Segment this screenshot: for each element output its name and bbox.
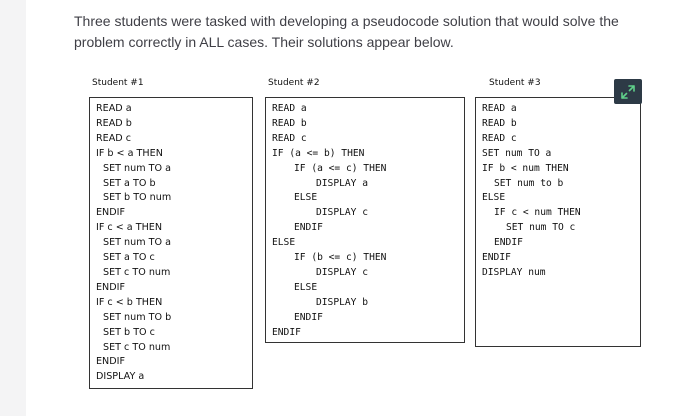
student-3-title: Student #3 <box>489 78 541 88</box>
code-line: SET num TO a <box>103 237 171 249</box>
code-line: IF c < b THEN <box>96 296 163 308</box>
code-line: READ c <box>96 132 132 144</box>
intro-line-1: Three students were tasked with developing a pseudocode solution that would solve the <box>74 13 619 29</box>
student-2-title: Student #2 <box>268 78 320 88</box>
expand-image-button[interactable] <box>614 79 642 104</box>
code-line: READ c <box>272 132 307 144</box>
code-line: IF c < a THEN <box>96 222 163 234</box>
code-line: READ b <box>482 117 517 129</box>
code-line: SET a TO b <box>103 177 156 189</box>
code-line: IF b < num THEN <box>482 162 569 174</box>
code-line: ENDIF <box>494 237 523 249</box>
code-line: SET num TO b <box>103 311 172 323</box>
code-line: SET a TO c <box>103 252 155 264</box>
code-line: ENDIF <box>96 281 125 293</box>
code-line: READ a <box>272 103 307 114</box>
code-line: SET num TO a <box>103 162 171 174</box>
code-line: ENDIF <box>96 207 125 219</box>
code-line: DISPLAY num <box>482 266 546 278</box>
student-1-title: Student #1 <box>92 78 144 88</box>
code-line: IF (a <= c) THEN <box>294 162 387 174</box>
code-line: SET num TO a <box>482 147 552 159</box>
code-line: DISPLAY a <box>316 177 368 189</box>
code-line: IF b < a THEN <box>96 147 163 159</box>
code-line: IF c < num THEN <box>494 207 581 219</box>
code-line: SET c TO num <box>103 341 171 353</box>
code-line: SET b TO c <box>103 326 155 338</box>
code-line: READ a <box>96 103 132 114</box>
code-line: DISPLAY c <box>316 266 368 278</box>
code-line: ENDIF <box>482 252 511 264</box>
intro-line-2: problem correctly in ALL cases. Their solutions appear below. <box>74 34 454 50</box>
code-line: READ a <box>482 103 517 114</box>
code-line: IF (a <= b) THEN <box>272 147 365 159</box>
expand-icon <box>621 85 635 99</box>
code-line: SET c TO num <box>103 266 171 278</box>
code-line: DISPLAY c <box>316 207 368 219</box>
code-line: IF (b <= c) THEN <box>294 252 387 264</box>
code-line: READ c <box>482 132 517 144</box>
code-line: SET num to b <box>494 177 564 189</box>
code-line: ENDIF <box>294 222 323 234</box>
student-3-code <box>475 97 641 347</box>
code-line: SET b TO num <box>103 192 172 204</box>
code-line: READ b <box>272 117 307 129</box>
code-line: ELSE <box>294 281 318 293</box>
student-2-code <box>265 97 465 343</box>
code-line: ENDIF <box>294 311 323 323</box>
student-1-code <box>89 97 253 389</box>
code-line: ENDIF <box>96 356 125 368</box>
code-line: SET num TO c <box>506 222 576 234</box>
code-line: READ b <box>96 117 132 129</box>
code-line: ELSE <box>294 192 318 204</box>
code-line: ELSE <box>482 192 506 204</box>
code-line: ENDIF <box>272 326 301 338</box>
code-line: DISPLAY b <box>316 296 368 308</box>
code-line: DISPLAY a <box>96 371 145 383</box>
question-intro <box>74 11 634 53</box>
code-line: ELSE <box>272 237 296 249</box>
